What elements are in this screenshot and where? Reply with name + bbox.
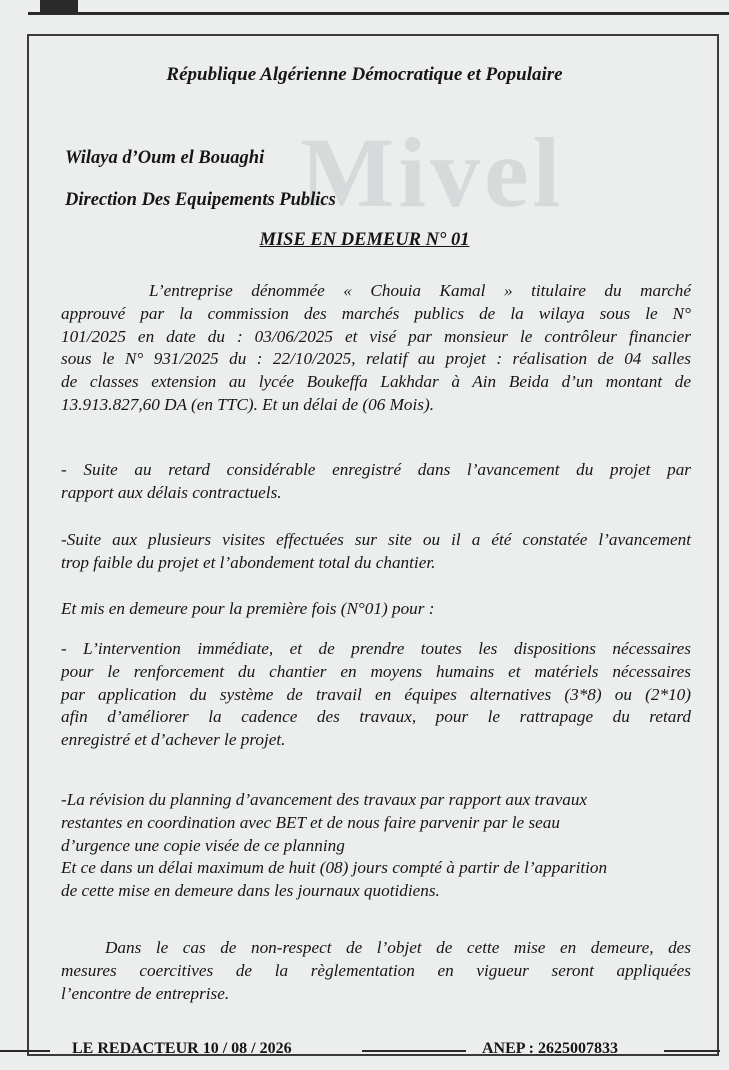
footer-anep: ANEP : 2625007833 — [482, 1040, 618, 1057]
direction-heading: Direction Des Equipements Publics — [65, 190, 336, 210]
text-line: par application du système de travail en équipes alternatives (3*8) ou (2*10) — [61, 684, 691, 704]
republic-heading: République Algérienne Démocratique et Populaire — [166, 64, 563, 85]
top-rule — [28, 12, 729, 15]
text-line: sous le N° 931/2025 du : 22/10/2025, relatif au projet : réalisation de 04 salles — [61, 349, 691, 369]
text-line: enregistré et d’achever le projet. — [61, 730, 286, 750]
text-line: de cette mise en demeure dans les journaux quotidiens. — [61, 881, 440, 901]
paragraph-1 — [61, 280, 691, 417]
notice-title: MISE EN DEMEUR N° 01 — [259, 230, 470, 250]
text-line: L’entreprise dénommée « Chouia Kamal » titulaire du marché — [149, 281, 691, 300]
wilaya-heading: Wilaya d’Oum el Bouaghi — [65, 148, 265, 168]
footer-redacteur: LE REDACTEUR 10 / 08 / 2026 — [72, 1040, 292, 1057]
text-line: -Suite aux plusieurs visites effectuées sur site ou il a été constatée l’avancement — [61, 530, 691, 549]
paragraph-2 — [61, 459, 691, 505]
paragraph-7 — [61, 937, 691, 1005]
paragraph-3 — [61, 529, 691, 575]
text-line: 101/2025 en date du : 03/06/2025 et visé par monsieur le contrôleur financier — [61, 326, 691, 346]
paragraph-6 — [61, 789, 691, 903]
text-line: Et mis en demeure pour la première fois (N°01) pour : — [61, 599, 435, 618]
text-line: restantes en coordination avec BET et de nous faire parvenir par le seau — [61, 812, 560, 832]
text-line: d’urgence une copie visée de ce planning — [61, 835, 345, 855]
text-line: Et ce dans un délai maximum de huit (08) jours compté à partir de l’apparition — [61, 858, 608, 878]
text-line: approuvé par la commission des marchés publics de la wilaya sous le N° — [61, 303, 691, 323]
previous-ad-fragment — [40, 0, 78, 12]
text-line: l’encontre de entreprise. — [61, 983, 230, 1003]
text-line: trop faible du projet et l’abondement total du chantier. — [61, 552, 436, 572]
text-line: 13.913.827,60 DA (en TTC). Et un délai de (06 Mois). — [61, 394, 435, 414]
show-through-text: Mivel — [300, 117, 565, 228]
text-line: de classes extension au lycée Boukeffa Lakhdar à Ain Beida d’un montant de — [61, 372, 691, 392]
paragraph-4 — [61, 598, 691, 621]
text-line: - Suite au retard considérable enregistré dans l’avancement du projet par — [61, 460, 691, 479]
text-line: - L’intervention immédiate, et de prendre toutes les dispositions nécessaires — [61, 639, 691, 658]
footer-rule-left — [0, 1050, 50, 1052]
text-line: pour le renforcement du chantier en moyens humains et matériels nécessaires — [61, 661, 691, 681]
footer-rule-middle — [362, 1050, 466, 1052]
paragraph-5 — [61, 638, 691, 752]
text-line: -La révision du planning d’avancement des travaux par rapport aux travaux — [61, 790, 588, 809]
text-line: rapport aux délais contractuels. — [61, 482, 282, 502]
footer-rule-right — [664, 1050, 720, 1052]
text-line: mesures coercitives de la règlementation en vigueur seront appliquées — [61, 960, 691, 980]
text-line: afin d’améliorer la cadence des travaux, pour le rattrapage du retard — [61, 707, 691, 727]
text-line: Dans le cas de non-respect de l’objet de cette mise en demeure, des — [105, 938, 691, 957]
